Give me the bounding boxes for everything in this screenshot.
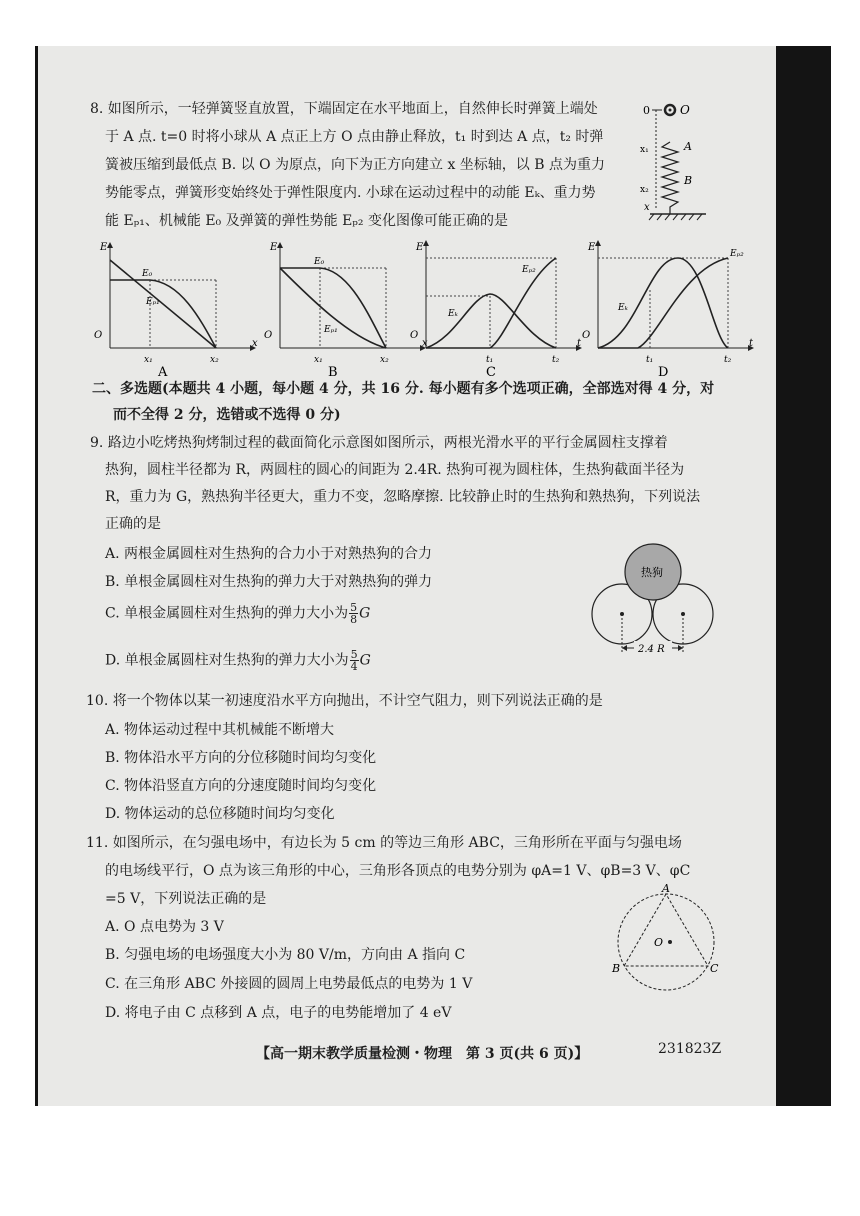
q10-option-a: A. 物体运动过程中其机械能不断增大 [105, 722, 335, 738]
section-2-heading-line-2: 而不全得 2 分，选错或不选得 0 分) [113, 407, 341, 423]
q11-option-d: D. 将电子由 C 点移到 A 点，电子的电势能增加了 4 eV [105, 1005, 452, 1021]
graph-d-o-label: O [582, 330, 591, 341]
spring-x1-label: x₁ [640, 145, 649, 155]
q8-line-5: 能 Eₚ₁、机械能 E₀ 及弹簧的弹性势能 Eₚ₂ 变化图像可能正确的是 [105, 213, 508, 229]
q9-option-a: A. 两根金属圆柱对生热狗的合力小于对熟热狗的合力 [105, 546, 433, 562]
graph-b [260, 238, 430, 378]
graph-b-x1-label: x₁ [314, 355, 323, 365]
q11-line-1: 11. 如图所示，在匀强电场中，有边长为 5 cm 的等边三角形 ABC，三角形所在平面与匀强电场 [86, 835, 682, 851]
graph-d [578, 238, 758, 378]
graph-c [406, 238, 586, 378]
q8-line-1: 8. 如图所示，一轻弹簧竖直放置，下端固定在水平地面上，自然伸长时弹簧上端处 [90, 101, 598, 117]
q11-option-c: C. 在三角形 ABC 外接圆的圆周上电势最低点的电势为 1 V [105, 976, 473, 992]
triangle-c-label: C [710, 962, 719, 975]
section-2-heading-line-1: 二、多选题(本题共 4 小题，每小题 4 分，共 16 分. 每小题有多个选项正确，全部选对得 4 分，对 [92, 381, 715, 397]
graph-c-t2-label: t₂ [552, 355, 560, 365]
q9-option-c [105, 602, 370, 625]
q10-option-d: D. 物体运动的总位移随时间均匀变化 [105, 806, 335, 822]
q11-line-2: 的电场线平行，O 点为该三角形的中心，三角形各顶点的电势分别为 φA=1 V、φB=3 V、φC [105, 863, 691, 879]
graph-d-t2-label: t₂ [724, 355, 732, 365]
graph-a-ep1-label: Eₚ₁ [146, 297, 160, 307]
q8-line-2: 于 A 点. t=0 时将小球从 A 点正上方 O 点由静止释放，t₁ 时到达 A 点，t₂ 时弹 [105, 129, 604, 145]
q9-line-1: 9. 路边小吃烤热狗烤制过程的截面简化示意图如图所示，两根光滑水平的平行金属圆柱支撑着 [90, 435, 668, 451]
graph-a-letter: A [158, 365, 168, 378]
graph-b-x2-label: x₂ [380, 355, 389, 365]
graph-d-e-label: E [588, 242, 596, 253]
graph-a-x1-label: x₁ [144, 355, 153, 365]
q11-option-b: B. 匀强电场的电场强度大小为 80 V/m，方向由 A 指向 C [105, 947, 466, 963]
q9-option-c-fraction [349, 602, 358, 625]
hotdog-figure [588, 540, 718, 660]
spring-figure [626, 94, 726, 224]
q11-line-3: =5 V，下列说法正确的是 [105, 891, 267, 907]
graph-d-ek-label: Eₖ [618, 303, 628, 313]
graph-b-axis-label: x [422, 338, 428, 349]
graph-a [90, 238, 260, 378]
q9-option-c-text: C. 单根金属圆柱对生热狗的弹力大小为 [105, 605, 349, 622]
q9-option-d-numerator: 5 [350, 648, 358, 661]
q10-stem: 10. 将一个物体以某一初速度沿水平方向抛出，不计空气阻力，则下列说法正确的是 [86, 693, 603, 709]
graph-b-o-label: O [264, 330, 273, 341]
graph-c-letter: C [486, 365, 496, 378]
graph-b-ep1-label: Eₚ₁ [324, 325, 338, 335]
graph-c-axis-label: t [577, 338, 582, 349]
spring-x2-label: x₂ [640, 185, 649, 195]
q10-option-c: C. 物体沿竖直方向的分速度随时间均匀变化 [105, 778, 377, 794]
graph-b-e-label: E [270, 242, 278, 253]
q10-option-b: B. 物体沿水平方向的分位移随时间均匀变化 [105, 750, 377, 766]
q8-line-4: 势能零点，弹簧形变始终处于弹性限度内. 小球在运动过程中的动能 Eₖ、重力势 [105, 185, 596, 201]
q9-option-d [105, 649, 371, 672]
triangle-icon [624, 894, 708, 966]
q9-option-c-numerator: 5 [350, 601, 358, 614]
triangle-o-label: O [654, 936, 664, 949]
triangle-a-label: A [662, 882, 670, 895]
spring-x-label: x [644, 202, 650, 213]
q9-line-2: 热狗，圆柱半径都为 R，两圆柱的圆心的间距为 2.4R. 热狗可视为圆柱体，生热狗截面半径为 [105, 462, 685, 478]
spring-zero-label: 0 [643, 104, 650, 117]
graph-a-o-label: O [94, 330, 103, 341]
graph-b-letter: B [328, 365, 338, 378]
graph-d-t1-label: t₁ [646, 355, 654, 365]
triangle-b-label: B [612, 962, 621, 975]
spring-o-label: O [680, 103, 690, 117]
graph-a-x2-label: x₂ [210, 355, 219, 365]
spring-a-label: A [684, 140, 692, 153]
q9-option-d-text: D. 单根金属圆柱对生热狗的弹力大小为 [105, 652, 349, 669]
page-footer: 【高一期末教学质量检测・物理 第 3 页(共 6 页)】 [256, 1046, 589, 1062]
q9-line-3: R，重力为 G，熟热狗半径更大，重力不变，忽略摩擦. 比较静止时的生热狗和熟热狗，下列说法 [105, 489, 701, 505]
q9-option-d-denominator: 4 [350, 660, 358, 673]
graph-d-letter: D [658, 365, 669, 378]
spring-b-label: B [684, 174, 693, 187]
circumcircle-icon [618, 894, 714, 990]
triangle-figure [608, 882, 728, 994]
hotdog-label: 热狗 [641, 566, 663, 579]
graph-c-t1-label: t₁ [486, 355, 494, 365]
graph-d-ep2-label: Eₚ₂ [730, 249, 744, 259]
graph-c-o-label: O [410, 330, 419, 341]
graph-a-e-label: E [100, 242, 108, 253]
graph-c-ep2-label: Eₚ₂ [522, 265, 536, 275]
q9-line-4: 正确的是 [105, 516, 161, 532]
exam-page [38, 46, 776, 1106]
q11-option-a: A. O 点电势为 3 V [105, 919, 224, 935]
q8-line-3: 簧被压缩到最低点 B. 以 O 为原点，向下为正方向建立 x 坐标轴，以 B 点为重力 [105, 157, 605, 173]
q9-option-c-g: G [359, 605, 371, 622]
graph-b-e0-label: E₀ [314, 257, 325, 267]
graph-a-axis-label: x [252, 338, 258, 349]
graph-c-e-label: E [416, 242, 424, 253]
graph-a-e0-label: E₀ [142, 269, 153, 279]
q9-option-d-fraction [350, 649, 359, 672]
distance-label: 2.4 R [638, 644, 665, 655]
graph-d-axis-label: t [749, 338, 754, 349]
page-code: 231823Z [658, 1041, 722, 1057]
spring-icon [662, 142, 678, 214]
q9-option-d-g: G [359, 652, 371, 669]
graph-c-ek-label: Eₖ [448, 309, 458, 319]
q9-option-c-denominator: 8 [350, 613, 358, 626]
q9-option-b: B. 单根金属圆柱对生热狗的弹力大于对熟热狗的弹力 [105, 574, 433, 590]
